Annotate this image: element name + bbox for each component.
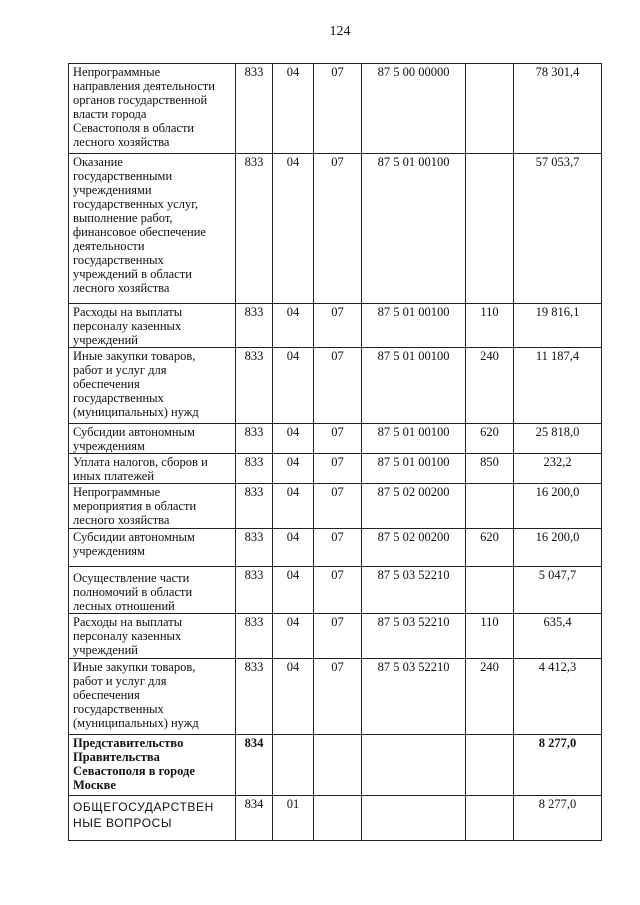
amount-cell: 16 200,0 xyxy=(514,484,602,529)
target-article-cell: 87 5 01 00100 xyxy=(362,154,466,304)
table-row xyxy=(69,424,602,454)
expense-type-cell: 620 xyxy=(466,529,514,567)
department-code-cell: 833 xyxy=(236,454,273,484)
expense-type-cell xyxy=(466,796,514,841)
department-code-cell: 833 xyxy=(236,154,273,304)
amount-cell: 5 047,7 xyxy=(514,567,602,614)
subsection-cell xyxy=(314,796,362,841)
table-row xyxy=(69,659,602,735)
item-name-cell: Субсидии автономным учреждениям xyxy=(69,529,236,567)
item-name-cell: Расходы на выплаты персоналу казенных учреждений xyxy=(69,614,236,659)
department-code-cell: 833 xyxy=(236,424,273,454)
target-article-cell: 87 5 00 00000 xyxy=(362,64,466,154)
budget-table xyxy=(68,63,602,841)
table-row xyxy=(69,529,602,567)
section-cell: 04 xyxy=(273,348,314,424)
item-name-cell: Осуществление части полномочий в области лесных отношений xyxy=(69,567,236,614)
item-name-cell: Оказание государственными учреждениями государственных услуг, выполнение работ, финансовое обеспечение деятельности государственных учреждений в области лесного хозяйства xyxy=(69,154,236,304)
item-name-cell: Непрограммные мероприятия в области лесного хозяйства xyxy=(69,484,236,529)
department-code-cell: 834 xyxy=(236,735,273,796)
table-row xyxy=(69,304,602,348)
table-row xyxy=(69,735,602,796)
expense-type-cell xyxy=(466,735,514,796)
expense-type-cell xyxy=(466,154,514,304)
expense-type-cell xyxy=(466,484,514,529)
expense-type-cell: 240 xyxy=(466,348,514,424)
target-article-cell: 87 5 01 00100 xyxy=(362,348,466,424)
expense-type-cell xyxy=(466,567,514,614)
department-code-cell: 833 xyxy=(236,659,273,735)
section-cell: 04 xyxy=(273,567,314,614)
table-row xyxy=(69,348,602,424)
amount-cell: 16 200,0 xyxy=(514,529,602,567)
item-name-cell: Непрограммные направления деятельности органов государственной власти города Севастополя в области лесного хозяйства xyxy=(69,64,236,154)
table-row xyxy=(69,64,602,154)
subsection-cell: 07 xyxy=(314,614,362,659)
expense-type-cell xyxy=(466,64,514,154)
amount-cell: 8 277,0 xyxy=(514,735,602,796)
subsection-cell: 07 xyxy=(314,64,362,154)
table-row xyxy=(69,484,602,529)
subsection-cell: 07 xyxy=(314,529,362,567)
subsection-cell: 07 xyxy=(314,348,362,424)
item-name-cell: Иные закупки товаров, работ и услуг для обеспечения государственных (муниципальных) нужд xyxy=(69,348,236,424)
amount-cell: 19 816,1 xyxy=(514,304,602,348)
page-number: 124 xyxy=(329,24,351,39)
table-row xyxy=(69,454,602,484)
amount-cell: 232,2 xyxy=(514,454,602,484)
target-article-cell: 87 5 03 52210 xyxy=(362,567,466,614)
section-cell: 04 xyxy=(273,424,314,454)
department-code-cell: 833 xyxy=(236,348,273,424)
item-name-cell: ОБЩЕГОСУДАРСТВЕН НЫЕ ВОПРОСЫ xyxy=(69,796,236,841)
expense-type-cell: 110 xyxy=(466,614,514,659)
subsection-cell: 07 xyxy=(314,424,362,454)
department-code-cell: 834 xyxy=(236,796,273,841)
section-cell: 04 xyxy=(273,659,314,735)
section-cell: 01 xyxy=(273,796,314,841)
table-row xyxy=(69,796,602,841)
target-article-cell: 87 5 01 00100 xyxy=(362,424,466,454)
target-article-cell: 87 5 02 00200 xyxy=(362,529,466,567)
section-cell xyxy=(273,735,314,796)
department-code-cell: 833 xyxy=(236,304,273,348)
amount-cell: 635,4 xyxy=(514,614,602,659)
target-article-cell: 87 5 03 52210 xyxy=(362,614,466,659)
section-cell: 04 xyxy=(273,529,314,567)
table-row xyxy=(69,614,602,659)
item-name-cell: Субсидии автономным учреждениям xyxy=(69,424,236,454)
subsection-cell: 07 xyxy=(314,454,362,484)
subsection-cell xyxy=(314,735,362,796)
item-name-cell: Представительство Правительства Севастополя в городе Москве xyxy=(69,735,236,796)
amount-cell: 4 412,3 xyxy=(514,659,602,735)
table-row xyxy=(69,154,602,304)
target-article-cell xyxy=(362,735,466,796)
target-article-cell: 87 5 01 00100 xyxy=(362,454,466,484)
department-code-cell: 833 xyxy=(236,484,273,529)
target-article-cell: 87 5 03 52210 xyxy=(362,659,466,735)
subsection-cell: 07 xyxy=(314,484,362,529)
table-row xyxy=(69,567,602,614)
amount-cell: 11 187,4 xyxy=(514,348,602,424)
department-code-cell: 833 xyxy=(236,64,273,154)
target-article-cell xyxy=(362,796,466,841)
section-cell: 04 xyxy=(273,614,314,659)
section-cell: 04 xyxy=(273,154,314,304)
expense-type-cell: 240 xyxy=(466,659,514,735)
target-article-cell: 87 5 02 00200 xyxy=(362,484,466,529)
department-code-cell: 833 xyxy=(236,529,273,567)
section-cell: 04 xyxy=(273,484,314,529)
expense-type-cell: 850 xyxy=(466,454,514,484)
amount-cell: 57 053,7 xyxy=(514,154,602,304)
section-cell: 04 xyxy=(273,304,314,348)
subsection-cell: 07 xyxy=(314,304,362,348)
budget-table-body xyxy=(69,64,602,841)
subsection-cell: 07 xyxy=(314,659,362,735)
target-article-cell: 87 5 01 00100 xyxy=(362,304,466,348)
subsection-cell: 07 xyxy=(314,567,362,614)
amount-cell: 78 301,4 xyxy=(514,64,602,154)
amount-cell: 8 277,0 xyxy=(514,796,602,841)
department-code-cell: 833 xyxy=(236,567,273,614)
expense-type-cell: 110 xyxy=(466,304,514,348)
item-name-cell: Уплата налогов, сборов и иных платежей xyxy=(69,454,236,484)
section-cell: 04 xyxy=(273,454,314,484)
subsection-cell: 07 xyxy=(314,154,362,304)
expense-type-cell: 620 xyxy=(466,424,514,454)
item-name-cell: Расходы на выплаты персоналу казенных учреждений xyxy=(69,304,236,348)
amount-cell: 25 818,0 xyxy=(514,424,602,454)
section-cell: 04 xyxy=(273,64,314,154)
department-code-cell: 833 xyxy=(236,614,273,659)
item-name-cell: Иные закупки товаров, работ и услуг для обеспечения государственных (муниципальных) нужд xyxy=(69,659,236,735)
